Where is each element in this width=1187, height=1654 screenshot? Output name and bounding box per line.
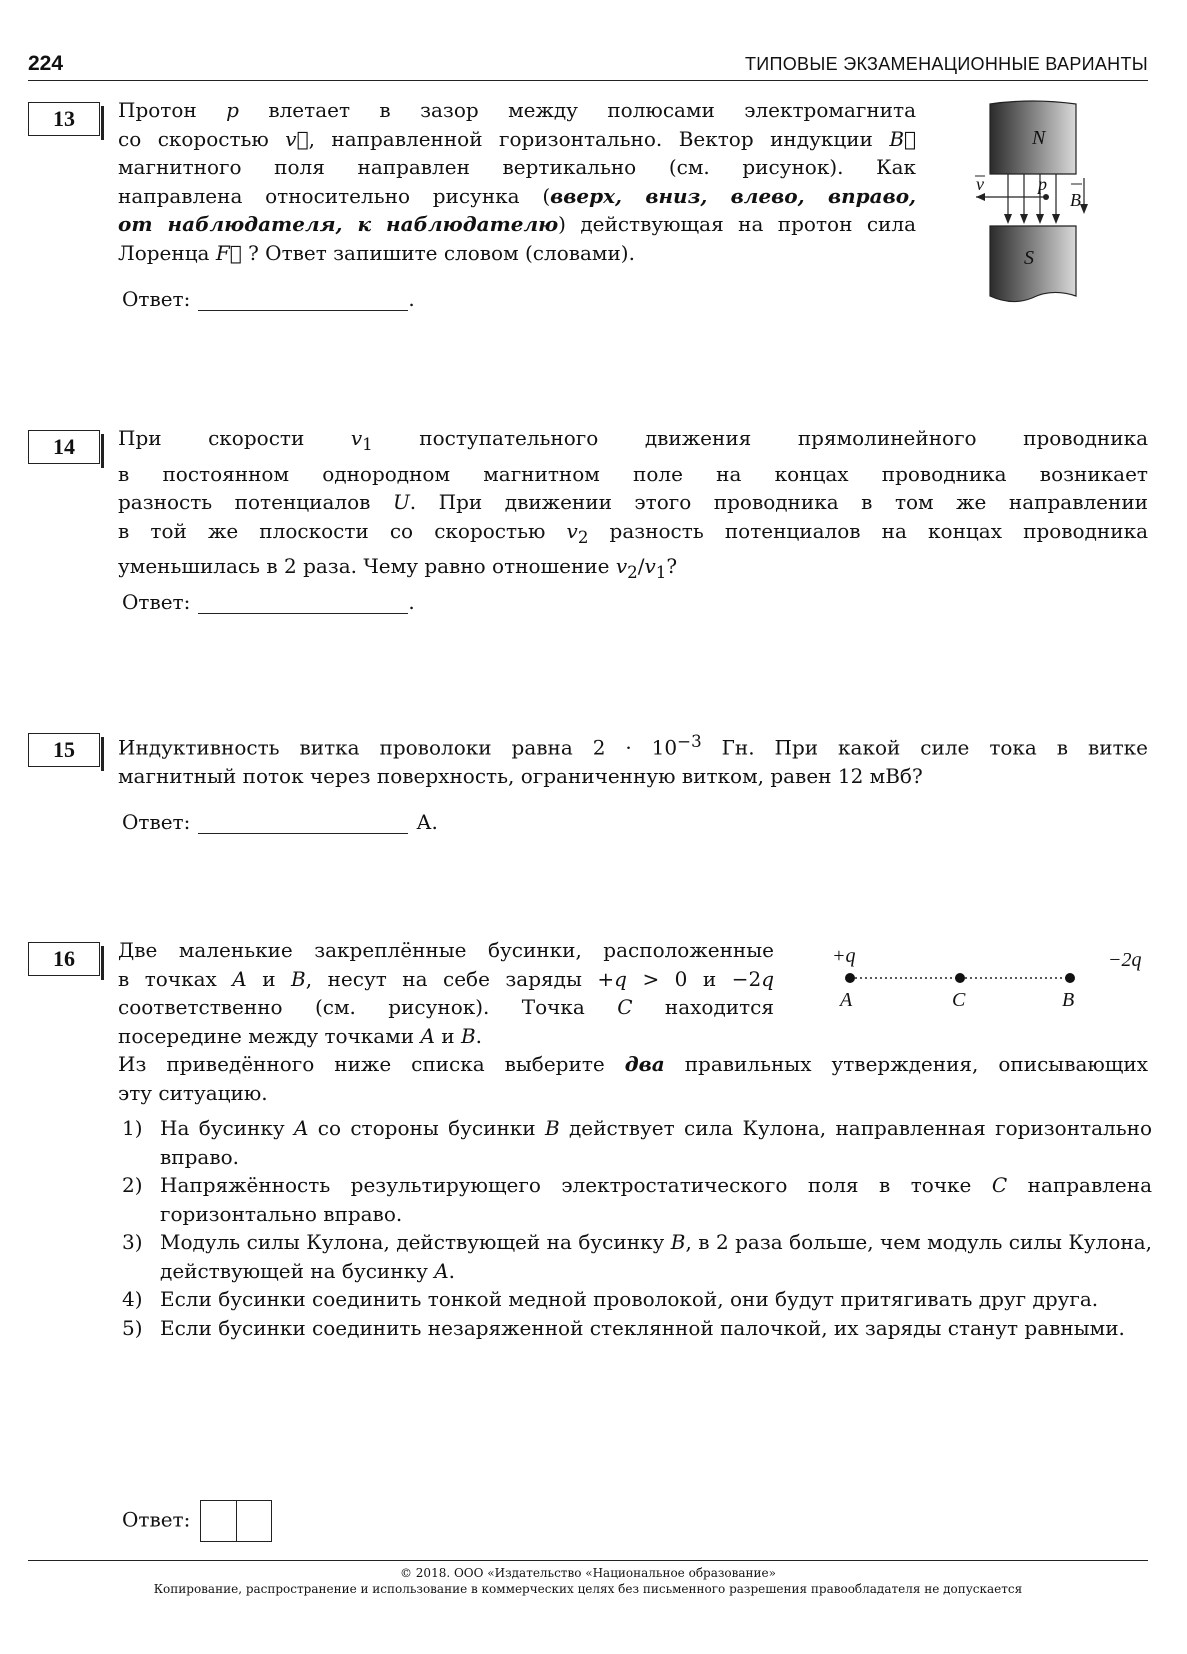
point-a	[845, 973, 855, 983]
north-label: N	[1032, 127, 1046, 149]
page-number: 224	[28, 52, 64, 75]
task-13-answer	[122, 287, 415, 311]
answer-suffix: А.	[416, 810, 438, 834]
task-14-text	[118, 424, 1148, 588]
answer-cell[interactable]	[201, 1501, 236, 1541]
option-text: Если бусинки соединить незаряженной стеклянной палочкой, их заряды станут равными.	[160, 1315, 1125, 1340]
task-14-line: разность потенциалов U. При движении этого проводника в том же направлении	[118, 490, 1148, 514]
answer-label: Ответ:	[122, 810, 191, 834]
task-16-line: в точках A и B, несут на себе заряды +q > 0 и −2q	[118, 966, 774, 991]
copyright-notice: Копирование, распространение и использование в коммерческих целях без письменного разрешения правообладателя не допускается	[153, 1582, 1023, 1596]
task-16-text	[118, 936, 774, 1050]
answer-suffix: .	[408, 590, 415, 614]
point-c	[955, 973, 965, 983]
task-16-line: Две маленькие закреплённые бусинки, расположенные	[118, 938, 774, 962]
charges-figure	[830, 940, 1150, 1020]
task-13-line: со скоростью v⃗, направленной горизонтально. Вектор индукции B⃗	[118, 126, 917, 151]
charge-b-label: −2q	[1108, 949, 1142, 971]
task-13-line: Лоренца F⃗ ? Ответ запишите словом (словами).	[118, 240, 635, 265]
task-16-line: посередине между точками A и B.	[118, 1023, 483, 1048]
task-14-answer	[122, 590, 415, 614]
task-13-line: Протон р влетает в зазор между полюсами электромагнита	[118, 98, 917, 122]
task-13-number: 13	[28, 102, 100, 136]
point-b-label: B	[1062, 989, 1075, 1011]
task-16-line: соответственно (см. рисунок). Точка C находится	[118, 995, 775, 1019]
running-title: ТИПОВЫЕ ЭКЗАМЕНАЦИОННЫЕ ВАРИАНТЫ	[744, 54, 1148, 74]
option-number: 1)	[122, 1116, 143, 1140]
task-13-line: магнитного поля направлен вертикально (см. рисунок). Как	[118, 155, 916, 179]
answer-cells	[200, 1500, 272, 1542]
page-footer	[28, 1560, 1148, 1596]
point-c-label: C	[952, 989, 966, 1011]
answer-label: Ответ:	[122, 590, 191, 614]
task-13-line: направлена относительно рисунка (вверх, вниз, влево, вправо,	[118, 183, 917, 208]
task-14-line: уменьшилась в 2 раза. Чему равно отношение $v_2/v_1$?	[118, 554, 678, 582]
answer-label: Ответ:	[122, 287, 191, 311]
answer-blank[interactable]	[198, 290, 408, 311]
answer-cell[interactable]	[236, 1501, 271, 1541]
option-item	[122, 1171, 1152, 1228]
task-16-instruction-line: Из приведённого ниже списка выберите два правильных утверждения, описывающих	[118, 1052, 1148, 1076]
magnet-figure	[972, 96, 1142, 316]
option-number: 5)	[122, 1315, 143, 1340]
task-16-number: 16	[28, 942, 100, 976]
velocity-label: v	[976, 174, 984, 194]
page-header	[28, 48, 1148, 81]
task-15-line: магнитный поток через поверхность, ограниченную витком, равен 12 мВб?	[118, 764, 923, 789]
task-15-line: Индуктивность витка проволоки равна $2 \cdot 10^{-3}$ Гн. При какой силе тока в витке	[118, 732, 1149, 760]
option-text: Если бусинки соединить тонкой медной проволокой, они будут притягивать друг друга.	[160, 1287, 1099, 1311]
option-text: Напряжённость результирующего электростатического поля в точке C направлена горизонтально вправо.	[160, 1173, 1152, 1226]
option-number: 3)	[122, 1230, 143, 1254]
task-15-answer	[122, 810, 438, 834]
option-number: 2)	[122, 1173, 143, 1197]
option-item	[122, 1285, 1152, 1314]
point-b	[1065, 973, 1075, 983]
task-16-instruction	[118, 1050, 1148, 1107]
proton-dot	[1043, 194, 1049, 200]
task-14-line: в той же плоскости со скоростью $v_2$ разность потенциалов на концах проводника	[118, 518, 1148, 547]
option-text: Модуль силы Кулона, действующей на бусинку B, в 2 раза больше, чем модуль силы Кулона, действующей на бусинку A.	[160, 1230, 1153, 1283]
option-item	[122, 1114, 1152, 1171]
answer-label: Ответ:	[122, 1507, 191, 1532]
task-16-options	[122, 1114, 1152, 1342]
task-13-line: от наблюдателя, к наблюдателю) действующая на протон сила	[118, 212, 917, 236]
task-13-text	[118, 96, 916, 267]
answer-blank[interactable]	[198, 813, 408, 834]
copyright: © 2018. ООО «Издательство «Национальное образование»	[399, 1566, 776, 1580]
task-14-line: в постоянном однородном магнитном поле на концах проводника возникает	[118, 461, 1148, 486]
answer-blank[interactable]	[198, 593, 408, 614]
task-15-text	[118, 728, 1148, 791]
point-a-label: A	[840, 989, 853, 1011]
task-16-answer	[122, 1500, 272, 1542]
task-14-line: При скорости $v_1$ поступательного движения прямолинейного проводника	[118, 426, 1148, 454]
answer-suffix: .	[408, 287, 415, 311]
charge-a-label: +q	[832, 945, 856, 967]
option-text: На бусинку A со стороны бусинки B действует сила Кулона, направленная горизонтально вправо.	[160, 1116, 1152, 1169]
south-label: S	[1024, 247, 1034, 269]
b-label: B	[1070, 190, 1081, 210]
option-number: 4)	[122, 1287, 143, 1311]
task-14-number: 14	[28, 430, 100, 464]
task-16-instruction-line: эту ситуацию.	[118, 1080, 268, 1105]
task-15-number: 15	[28, 733, 100, 767]
option-item	[122, 1228, 1152, 1285]
option-item	[122, 1314, 1152, 1343]
proton-label: p	[1038, 174, 1047, 194]
